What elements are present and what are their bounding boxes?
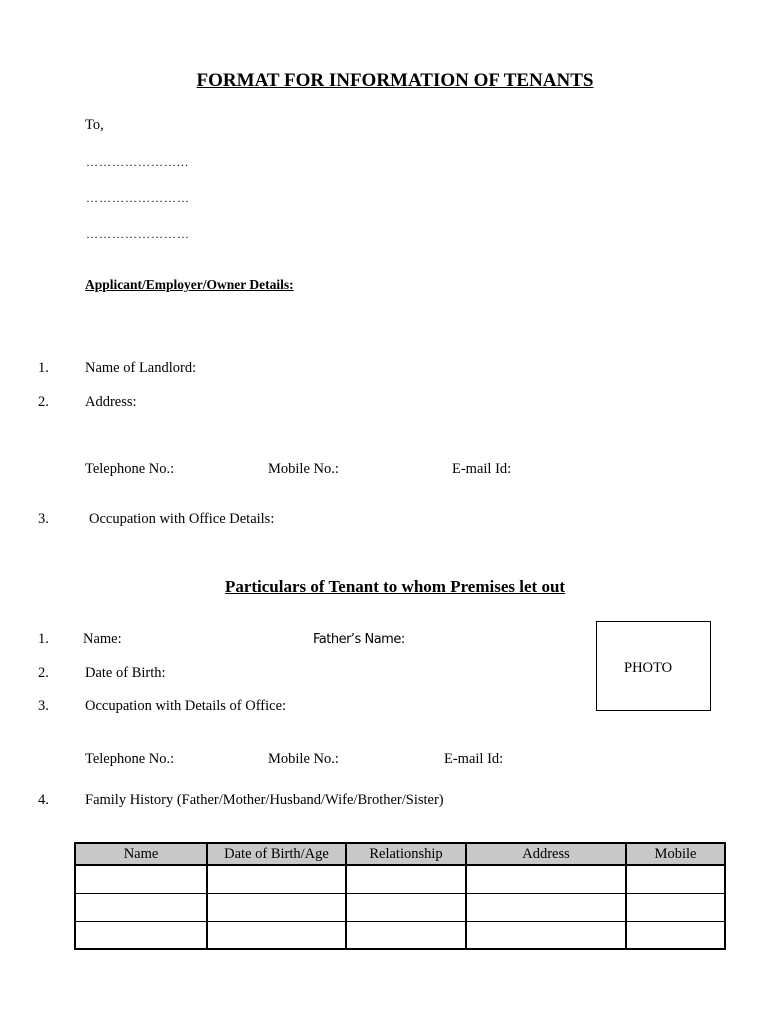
table-row [75,865,725,893]
to-address-line-2[interactable]: …………………… [86,191,190,205]
to-label: To, [85,117,104,133]
item-number: 3. [38,698,49,714]
item-number: 4. [38,792,49,808]
landlord-address-label: Address: [85,394,137,410]
landlord-mobile-label: Mobile No.: [268,461,339,477]
tenant-dob-label: Date of Birth: [85,665,166,681]
to-address-line-3[interactable]: …………………… [86,227,190,241]
column-header-address: Address [466,843,626,865]
item-number: 2. [38,665,49,681]
family-table-body [75,865,725,949]
tenant-name-label: Name: [83,631,122,647]
tenant-email-label: E-mail Id: [444,751,504,767]
item-number: 2. [38,394,49,410]
table-cell-date-of-birth-age[interactable] [207,893,346,921]
table-cell-mobile[interactable] [626,865,725,893]
column-header-dob-age: Date of Birth/Age [207,843,346,865]
table-row [75,921,725,949]
page-title: FORMAT FOR INFORMATION OF TENANTS [196,70,594,91]
table-cell-mobile[interactable] [626,921,725,949]
item-number: 1. [38,631,49,647]
family-table [74,842,726,950]
column-header-relationship: Relationship [346,843,466,865]
to-address-line-1[interactable]: …………………... [86,155,189,169]
landlord-email-label: E-mail Id: [452,461,512,477]
item-number: 3. [38,511,49,527]
table-header-row [75,843,725,865]
table-cell-address[interactable] [466,893,626,921]
tenant-occupation-label: Occupation with Details of Office: [85,698,287,714]
landlord-name-label: Name of Landlord: [85,360,197,376]
table-cell-relationship[interactable] [346,921,466,949]
item-number: 1. [38,360,49,376]
table-row [75,893,725,921]
photo-label: PHOTO [624,660,673,676]
table-cell-relationship[interactable] [346,865,466,893]
tenant-mobile-label: Mobile No.: [268,751,339,767]
column-header-mobile: Mobile [626,843,725,865]
father-name-label: Father’s Name: [313,632,405,647]
table-cell-name[interactable] [75,893,207,921]
table-cell-relationship[interactable] [346,893,466,921]
tenant-telephone-label: Telephone No.: [85,751,175,767]
applicant-heading: Applicant/Employer/Owner Details: [85,277,294,292]
landlord-telephone-label: Telephone No.: [85,461,175,477]
column-header-name: Name [75,843,207,865]
table-cell-date-of-birth-age[interactable] [207,921,346,949]
family-history-label: Family History (Father/Mother/Husband/Wife/Brother/Sister) [85,792,444,808]
table-cell-mobile[interactable] [626,893,725,921]
table-cell-date-of-birth-age[interactable] [207,865,346,893]
landlord-occupation-label: Occupation with Office Details: [89,511,275,527]
tenant-heading: Particulars of Tenant to whom Premises let out [224,577,566,596]
table-cell-name[interactable] [75,921,207,949]
table-cell-address[interactable] [466,921,626,949]
table-cell-address[interactable] [466,865,626,893]
table-cell-name[interactable] [75,865,207,893]
